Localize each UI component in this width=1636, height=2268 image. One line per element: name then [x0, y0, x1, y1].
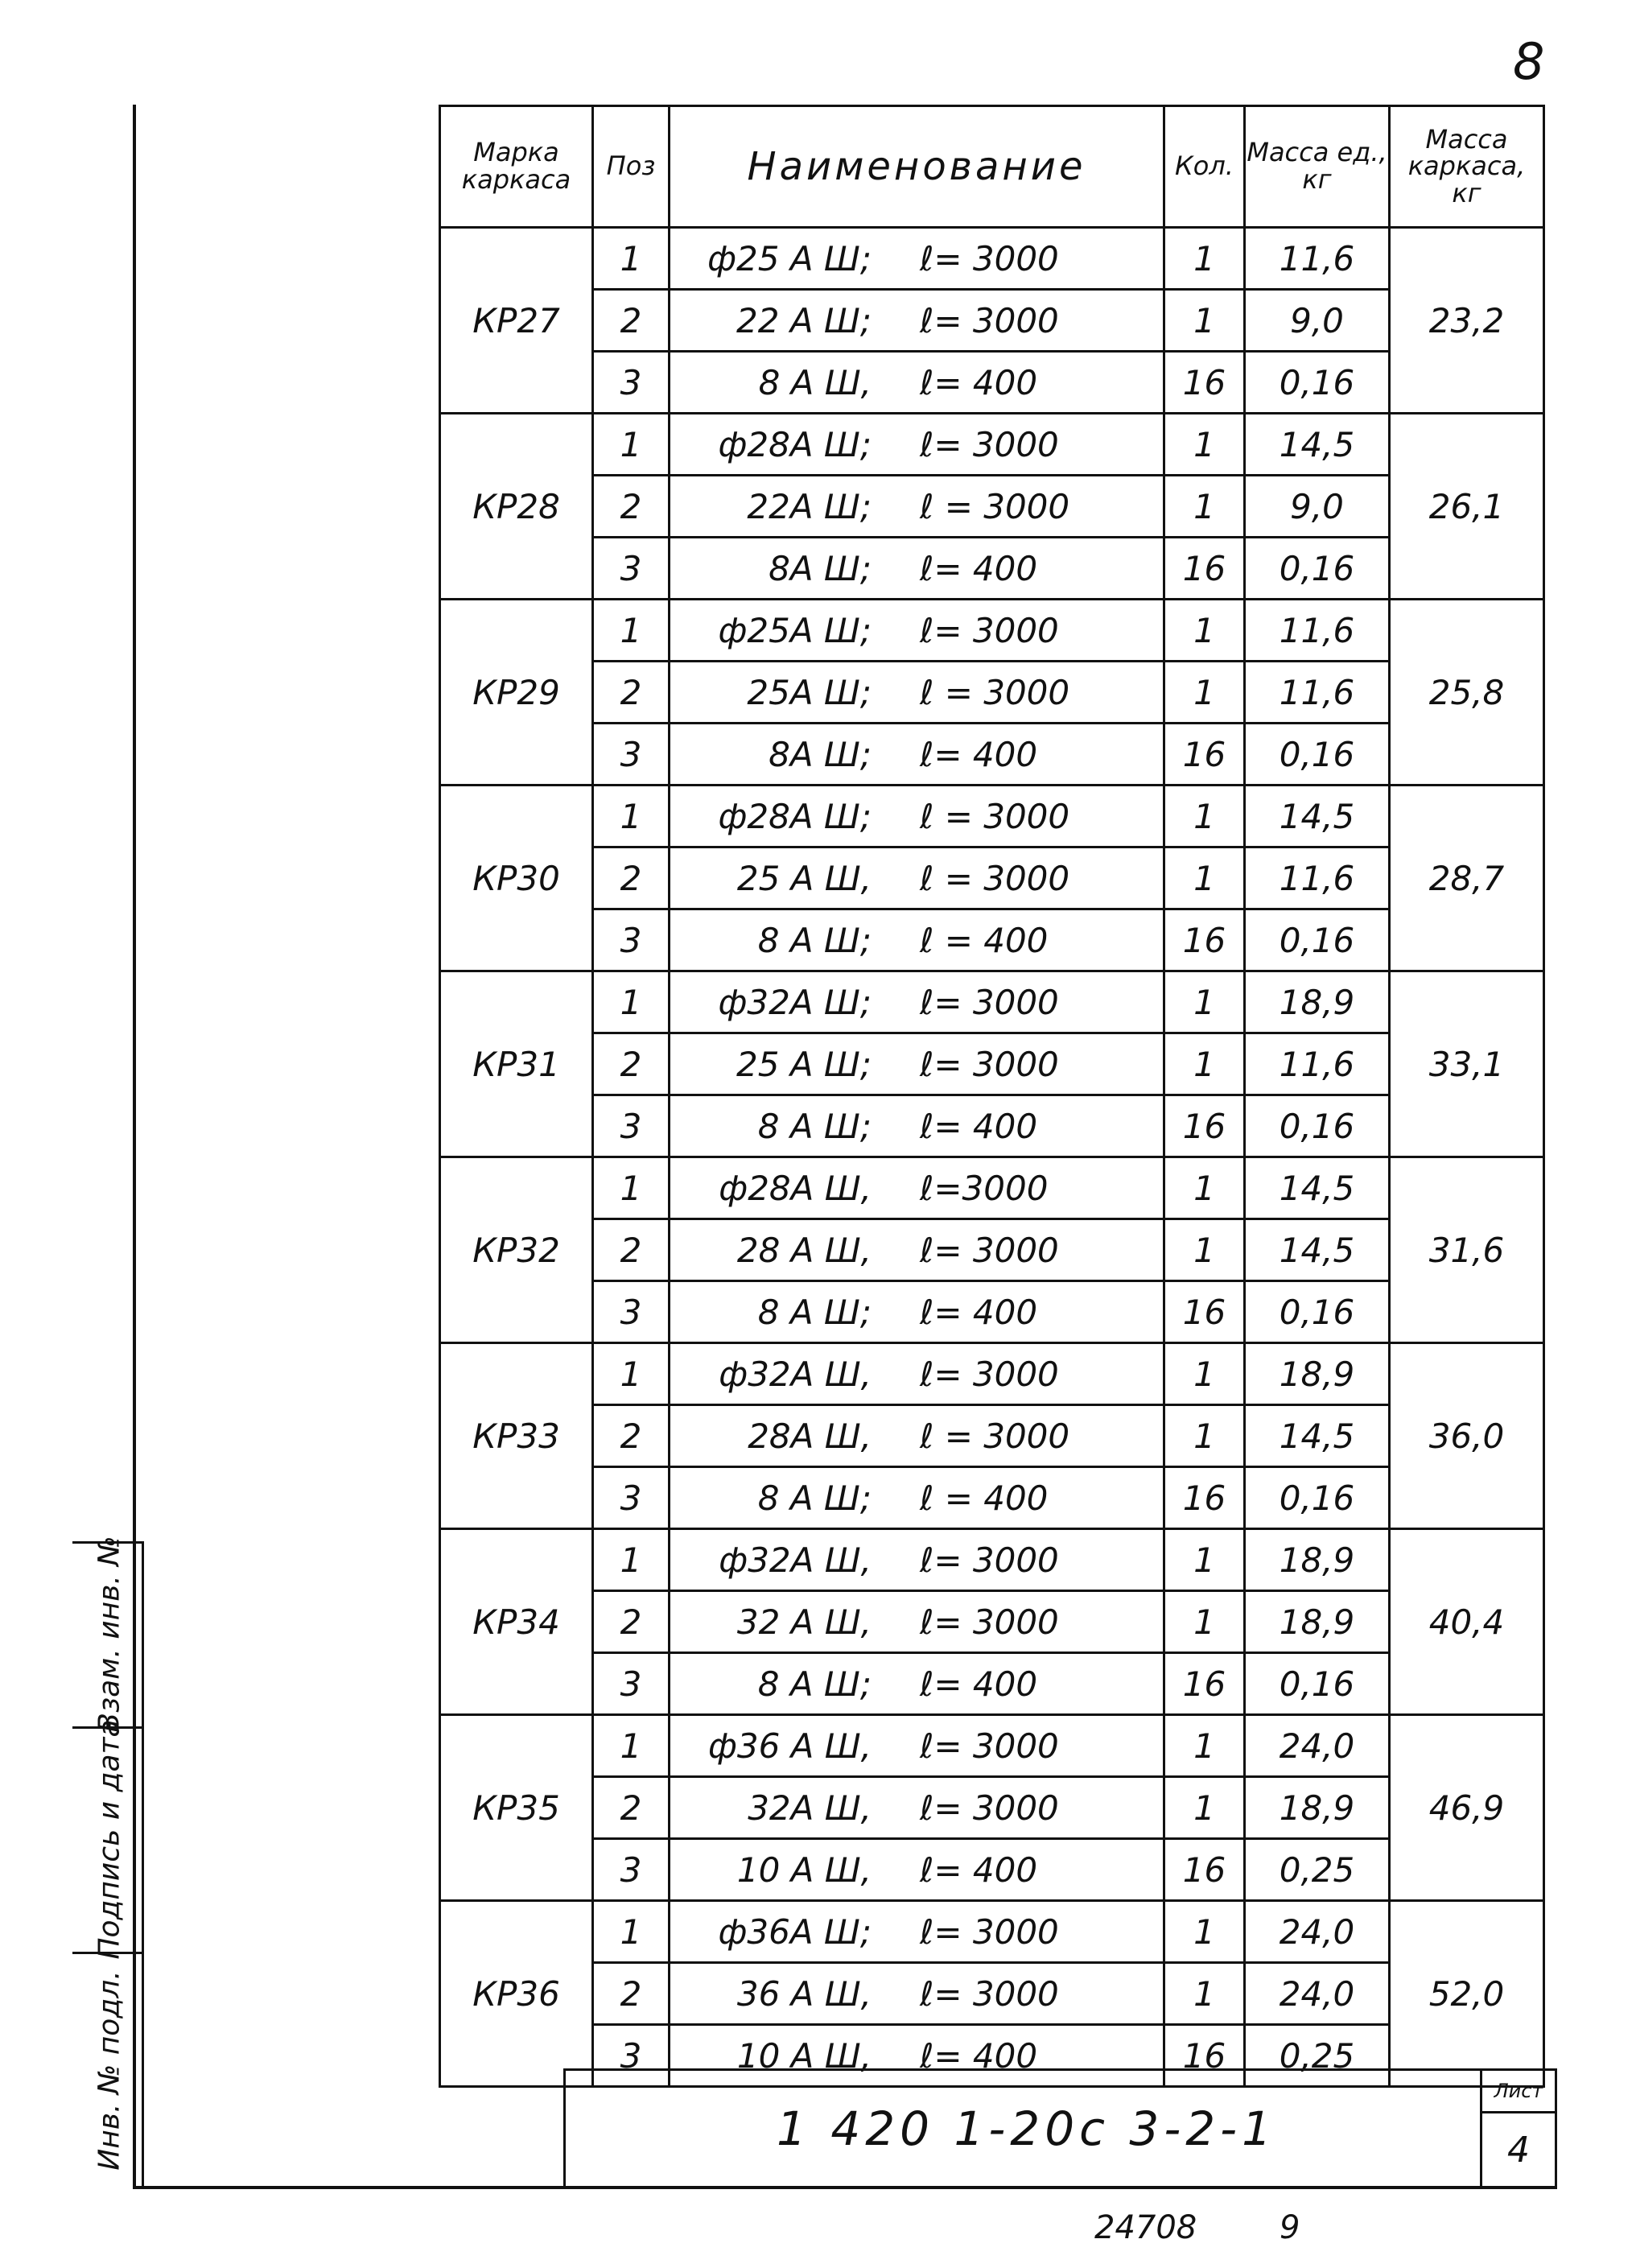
table-row [440, 414, 1544, 476]
row-qty: 16 [1164, 1095, 1245, 1157]
sheet-label: Лист [1482, 2071, 1555, 2113]
frame-total-mass: 28,7 [1390, 786, 1544, 971]
row-qty: 1 [1164, 600, 1245, 662]
rebar-diameter: 22 А Ш; [736, 300, 872, 340]
row-name [670, 1405, 1164, 1467]
row-unit-mass: 18,9 [1245, 1343, 1390, 1405]
row-pos: 1 [593, 1901, 670, 1963]
table-row [440, 1157, 1544, 1219]
row-unit-mass: 9,0 [1245, 476, 1390, 538]
row-qty: 1 [1164, 476, 1245, 538]
row-name [670, 1033, 1164, 1095]
frame-total-mass: 46,9 [1390, 1715, 1544, 1901]
row-pos: 2 [593, 1591, 670, 1653]
row-pos: 2 [593, 476, 670, 538]
row-qty: 16 [1164, 1839, 1245, 1901]
row-unit-mass: 0,25 [1245, 1839, 1390, 1901]
row-pos: 1 [593, 414, 670, 476]
row-pos: 2 [593, 1033, 670, 1095]
row-qty: 16 [1164, 1653, 1245, 1715]
rebar-diameter: 22А Ш; [747, 486, 872, 526]
frame-mark: КР36 [440, 1901, 593, 2087]
rebar-length: ℓ= 400 [920, 2035, 1038, 2076]
table-row [440, 1343, 1544, 1405]
row-qty: 1 [1164, 786, 1245, 847]
rebar-diameter: 8А Ш; [769, 548, 872, 588]
row-unit-mass: 14,5 [1245, 1157, 1390, 1219]
row-name [670, 1839, 1164, 1901]
side-stamp-strip [72, 1535, 144, 2189]
header-pos: Поз [593, 106, 670, 228]
row-name [670, 1343, 1164, 1405]
table-row [440, 786, 1544, 847]
row-pos: 3 [593, 1095, 670, 1157]
row-qty: 16 [1164, 538, 1245, 600]
header-mark: Марка каркаса [440, 106, 593, 228]
row-name [670, 1715, 1164, 1777]
row-qty: 1 [1164, 1405, 1245, 1467]
row-name [670, 538, 1164, 600]
rebar-diameter: ф36 А Ш, [707, 1726, 872, 1766]
row-qty: 1 [1164, 1591, 1245, 1653]
row-name [670, 909, 1164, 971]
rebar-diameter: 8 А Ш; [757, 920, 872, 960]
rebar-length: ℓ= 400 [920, 548, 1038, 588]
row-pos: 3 [593, 2025, 670, 2087]
row-qty: 1 [1164, 1777, 1245, 1839]
rebar-diameter: 32 А Ш, [736, 1602, 872, 1642]
rebar-length: ℓ = 400 [920, 1478, 1049, 1518]
rebar-length: ℓ= 400 [920, 1849, 1038, 1890]
table-row [440, 1219, 1544, 1281]
row-pos: 1 [593, 786, 670, 847]
rebar-diameter: 32А Ш, [748, 1788, 872, 1828]
rebar-length: ℓ= 3000 [920, 424, 1059, 464]
row-unit-mass: 0,16 [1245, 1281, 1390, 1343]
row-pos: 3 [593, 909, 670, 971]
rebar-length: ℓ= 3000 [920, 1230, 1059, 1270]
frame-total-mass: 36,0 [1390, 1343, 1544, 1529]
table-row [440, 1095, 1544, 1157]
row-qty: 1 [1164, 971, 1245, 1033]
table-row [440, 847, 1544, 909]
table-row [440, 600, 1544, 662]
row-unit-mass: 14,5 [1245, 786, 1390, 847]
row-name [670, 1963, 1164, 2025]
frame-mark: КР30 [440, 786, 593, 971]
document-designation: 1 420 1-20с 3-2-1 [777, 2101, 1276, 2156]
row-name [670, 1157, 1164, 1219]
row-pos: 3 [593, 1467, 670, 1529]
row-qty: 1 [1164, 1901, 1245, 1963]
row-pos: 1 [593, 1529, 670, 1591]
row-qty: 1 [1164, 228, 1245, 290]
rebar-diameter: 25 А Ш; [736, 1044, 872, 1084]
row-name [670, 290, 1164, 352]
rebar-length: ℓ= 400 [920, 362, 1038, 402]
header-frame-mass: Масса каркаса, кг [1390, 106, 1544, 228]
rebar-diameter: ф32А Ш, [719, 1540, 872, 1580]
row-qty: 16 [1164, 2025, 1245, 2087]
rebar-diameter: ф28А Ш; [718, 796, 872, 836]
table-row [440, 971, 1544, 1033]
row-qty: 1 [1164, 414, 1245, 476]
table-row [440, 1405, 1544, 1467]
row-qty: 1 [1164, 1343, 1245, 1405]
rebar-length: ℓ= 3000 [920, 982, 1059, 1022]
row-unit-mass: 14,5 [1245, 1405, 1390, 1467]
frame-mark: КР27 [440, 228, 593, 414]
row-name [670, 1095, 1164, 1157]
table-row [440, 476, 1544, 538]
table-row [440, 724, 1544, 786]
row-unit-mass: 11,6 [1245, 1033, 1390, 1095]
row-qty: 1 [1164, 662, 1245, 724]
table-row [440, 662, 1544, 724]
row-pos: 2 [593, 1219, 670, 1281]
row-unit-mass: 24,0 [1245, 1901, 1390, 1963]
rebar-diameter: ф32А Ш, [719, 1354, 872, 1394]
row-unit-mass: 0,25 [1245, 2025, 1390, 2087]
table-row [440, 1529, 1544, 1591]
row-qty: 1 [1164, 847, 1245, 909]
rebar-length: ℓ= 3000 [920, 1540, 1059, 1580]
table-row [440, 1777, 1544, 1839]
row-name [670, 724, 1164, 786]
sheet-number: 4 [1507, 2130, 1530, 2171]
row-name [670, 352, 1164, 414]
rebar-length: ℓ= 3000 [920, 1788, 1059, 1828]
row-name [670, 600, 1164, 662]
row-pos: 1 [593, 1715, 670, 1777]
frame-mark: КР31 [440, 971, 593, 1157]
rebar-length: ℓ= 3000 [920, 300, 1059, 340]
row-qty: 16 [1164, 1281, 1245, 1343]
row-name [670, 786, 1164, 847]
row-name [670, 1901, 1164, 1963]
row-pos: 1 [593, 228, 670, 290]
rebar-length: ℓ = 3000 [920, 672, 1070, 712]
row-name [670, 1467, 1164, 1529]
row-name [670, 1219, 1164, 1281]
rebar-length: ℓ = 3000 [920, 1416, 1070, 1456]
row-qty: 16 [1164, 909, 1245, 971]
frame-total-mass: 23,2 [1390, 228, 1544, 414]
footer-archive-number: 24708 [1094, 2209, 1197, 2246]
row-unit-mass: 24,0 [1245, 1715, 1390, 1777]
rebar-length: ℓ= 3000 [920, 1973, 1059, 2014]
row-pos: 3 [593, 1653, 670, 1715]
row-name [670, 1777, 1164, 1839]
rebar-diameter: 8 А Ш, [758, 362, 872, 402]
rebar-length: ℓ=3000 [920, 1168, 1049, 1208]
row-pos: 3 [593, 352, 670, 414]
rebar-diameter: ф25 А Ш; [707, 238, 872, 278]
table-row [440, 1653, 1544, 1715]
corner-page-mark: 8 [1513, 32, 1545, 91]
row-pos: 1 [593, 600, 670, 662]
rebar-diameter: ф36А Ш; [718, 1911, 872, 1952]
rebar-diameter: ф32А Ш; [718, 982, 872, 1022]
row-qty: 1 [1164, 1157, 1245, 1219]
row-qty: 1 [1164, 1219, 1245, 1281]
row-unit-mass: 0,16 [1245, 724, 1390, 786]
rebar-length: ℓ= 400 [920, 1292, 1038, 1332]
table-row [440, 1963, 1544, 2025]
rebar-diameter: 28А Ш, [748, 1416, 872, 1456]
table-row [440, 228, 1544, 290]
frame-mark: КР33 [440, 1343, 593, 1529]
row-qty: 1 [1164, 290, 1245, 352]
rebar-diameter: 8 А Ш; [757, 1664, 872, 1704]
rebar-length: ℓ= 3000 [920, 1911, 1059, 1952]
frame-total-mass: 52,0 [1390, 1901, 1544, 2087]
row-qty: 1 [1164, 1963, 1245, 2025]
table-row [440, 1901, 1544, 1963]
row-unit-mass: 11,6 [1245, 847, 1390, 909]
rebar-length: ℓ= 3000 [920, 610, 1059, 650]
table-row [440, 538, 1544, 600]
rebar-length: ℓ= 400 [920, 1664, 1038, 1704]
row-unit-mass: 11,6 [1245, 662, 1390, 724]
rebar-diameter: 28 А Ш, [736, 1230, 872, 1270]
rebar-length: ℓ = 3000 [920, 486, 1070, 526]
row-pos: 1 [593, 1343, 670, 1405]
rebar-length: ℓ= 3000 [920, 1044, 1059, 1084]
title-block [563, 2068, 1557, 2189]
rebar-length: ℓ= 400 [920, 734, 1038, 774]
rebar-length: ℓ = 3000 [920, 858, 1070, 898]
table-header-row [440, 106, 1544, 228]
table-row [440, 1281, 1544, 1343]
table-row [440, 352, 1544, 414]
row-qty: 16 [1164, 352, 1245, 414]
row-pos: 3 [593, 1839, 670, 1901]
table-body [440, 228, 1544, 2087]
table-row [440, 1839, 1544, 1901]
row-pos: 2 [593, 1405, 670, 1467]
row-pos: 3 [593, 724, 670, 786]
rebar-diameter: ф28А Ш, [719, 1168, 872, 1208]
row-unit-mass: 14,5 [1245, 1219, 1390, 1281]
row-unit-mass: 18,9 [1245, 971, 1390, 1033]
row-name [670, 414, 1164, 476]
rebar-length: ℓ= 3000 [920, 1726, 1059, 1766]
frame-total-mass: 40,4 [1390, 1529, 1544, 1715]
row-unit-mass: 9,0 [1245, 290, 1390, 352]
row-pos: 3 [593, 538, 670, 600]
rebar-diameter: 8 А Ш; [757, 1292, 872, 1332]
row-pos: 2 [593, 1963, 670, 2025]
table-row [440, 909, 1544, 971]
side-label-replaced-inv: Взам. инв. № [93, 1535, 126, 1733]
table-row [440, 1591, 1544, 1653]
row-qty: 1 [1164, 1715, 1245, 1777]
row-unit-mass: 0,16 [1245, 538, 1390, 600]
row-pos: 1 [593, 971, 670, 1033]
table-row [440, 1467, 1544, 1529]
rebar-diameter: 25А Ш; [747, 672, 872, 712]
row-pos: 2 [593, 290, 670, 352]
row-name [670, 1591, 1164, 1653]
header-qty: Кол. [1164, 106, 1245, 228]
row-name [670, 971, 1164, 1033]
row-pos: 3 [593, 1281, 670, 1343]
rebar-diameter: 8 А Ш; [757, 1478, 872, 1518]
row-unit-mass: 24,0 [1245, 1963, 1390, 2025]
row-unit-mass: 11,6 [1245, 228, 1390, 290]
rebar-length: ℓ = 3000 [920, 796, 1070, 836]
frame-mark: КР34 [440, 1529, 593, 1715]
footer-page-number: 9 [1280, 2209, 1300, 2246]
rebar-length: ℓ= 3000 [920, 238, 1059, 278]
rebar-diameter: 8 А Ш; [757, 1106, 872, 1146]
row-qty: 16 [1164, 724, 1245, 786]
frame-mark: КР29 [440, 600, 593, 786]
row-name [670, 1281, 1164, 1343]
frame-total-mass: 31,6 [1390, 1157, 1544, 1343]
row-name [670, 476, 1164, 538]
row-pos: 2 [593, 847, 670, 909]
row-unit-mass: 0,16 [1245, 352, 1390, 414]
sheet-box [1480, 2071, 1555, 2187]
row-unit-mass: 0,16 [1245, 1653, 1390, 1715]
row-unit-mass: 0,16 [1245, 1467, 1390, 1529]
row-pos: 2 [593, 1777, 670, 1839]
table-row [440, 290, 1544, 352]
row-name [670, 662, 1164, 724]
row-unit-mass: 18,9 [1245, 1591, 1390, 1653]
frame-total-mass: 33,1 [1390, 971, 1544, 1157]
row-qty: 1 [1164, 1529, 1245, 1591]
frame-mark: КР35 [440, 1715, 593, 1901]
row-unit-mass: 0,16 [1245, 909, 1390, 971]
row-unit-mass: 0,16 [1245, 1095, 1390, 1157]
rebar-length: ℓ= 3000 [920, 1354, 1059, 1394]
row-name [670, 1529, 1164, 1591]
rebar-diameter: 36 А Ш, [736, 1973, 872, 2014]
row-name [670, 228, 1164, 290]
rebar-diameter: ф25А Ш; [718, 610, 872, 650]
table-row [440, 1715, 1544, 1777]
rebar-length: ℓ= 3000 [920, 1602, 1059, 1642]
row-pos: 1 [593, 1157, 670, 1219]
frame-mark: КР28 [440, 414, 593, 600]
header-unit-mass: Масса ед., кг [1245, 106, 1390, 228]
row-unit-mass: 11,6 [1245, 600, 1390, 662]
rebar-diameter: 25 А Ш, [736, 858, 872, 898]
frame-total-mass: 25,8 [1390, 600, 1544, 786]
rebar-diameter: ф28А Ш; [718, 424, 872, 464]
rebar-diameter: 10 А Ш, [736, 1849, 872, 1890]
rebar-diameter: 10 А Ш, [736, 2035, 872, 2076]
row-pos: 2 [593, 662, 670, 724]
frame-mark: КР32 [440, 1157, 593, 1343]
row-name [670, 1653, 1164, 1715]
row-unit-mass: 18,9 [1245, 1777, 1390, 1839]
row-unit-mass: 14,5 [1245, 414, 1390, 476]
rebar-length: ℓ= 400 [920, 1106, 1038, 1146]
header-name: Наименование [670, 106, 1164, 228]
row-qty: 1 [1164, 1033, 1245, 1095]
frame-total-mass: 26,1 [1390, 414, 1544, 600]
row-unit-mass: 18,9 [1245, 1529, 1390, 1591]
table-row [440, 1033, 1544, 1095]
side-label-signature-date: Подпись и дата [93, 1718, 126, 1960]
row-name [670, 847, 1164, 909]
row-qty: 16 [1164, 1467, 1245, 1529]
rebar-diameter: 8А Ш; [769, 734, 872, 774]
rebar-length: ℓ = 400 [920, 920, 1049, 960]
specification-table [439, 105, 1545, 2088]
side-label-inv-no: Инв. № подл. [93, 1970, 126, 2171]
